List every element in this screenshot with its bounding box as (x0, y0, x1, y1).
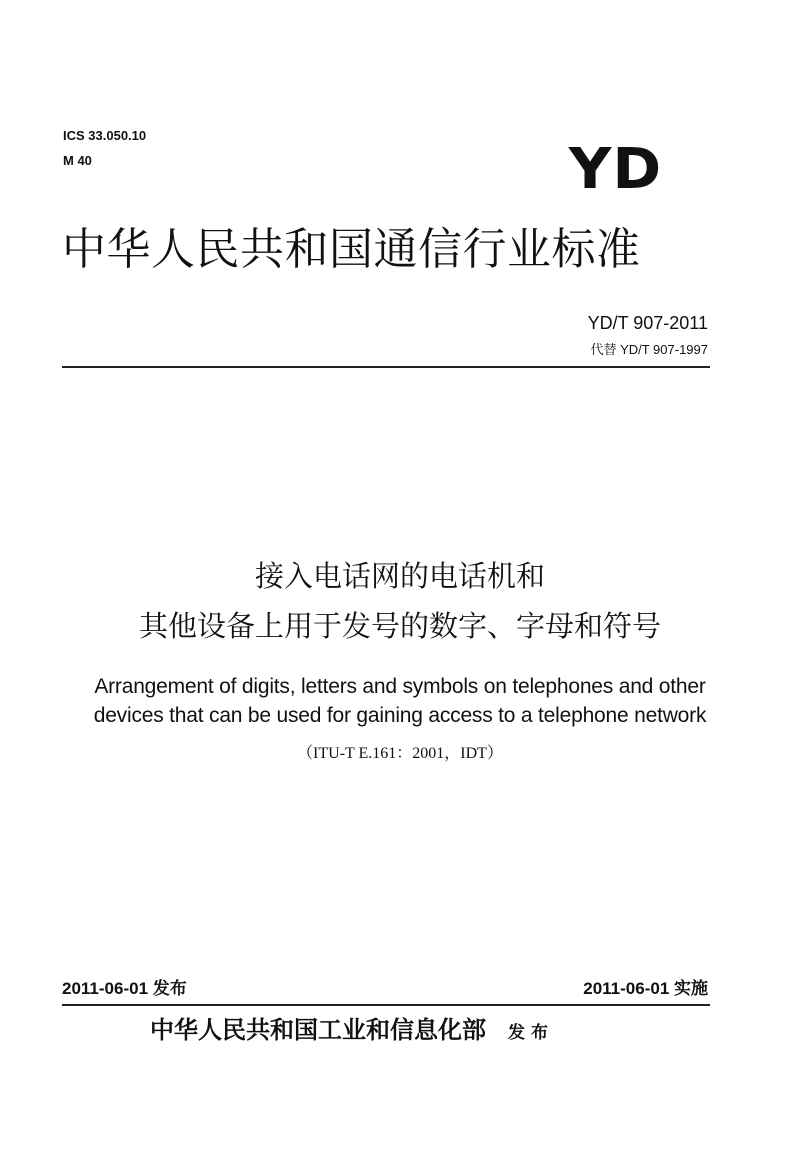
logo-text: YD (569, 137, 663, 202)
issue-date: 2011-06-01 发布 (62, 979, 187, 998)
chinese-title-line-2: 其他设备上用于发号的数字、字母和符号 (138, 609, 661, 643)
publish-label: 发布 (508, 1023, 554, 1043)
top-divider (62, 366, 710, 368)
publisher-name: 中华人民共和国工业和信息化部 (150, 1015, 486, 1044)
ics-code: ICS 33.050.10 (63, 128, 147, 143)
publisher-row (150, 1012, 554, 1051)
classification-code: M 40 (63, 153, 92, 168)
implementation-date: 2011-06-01 实施 (583, 979, 708, 998)
replaces-note: 代替 YD/T 907-1997 (590, 342, 708, 357)
yd-logo (566, 137, 666, 202)
english-title-line-2: devices that can be used for gaining access to a telephone network (93, 704, 707, 727)
english-title-line-1: Arrangement of digits, letters and symbols on telephones and other (94, 675, 706, 698)
equivalence-note: （ITU-T E.161：2001，IDT） (297, 745, 503, 762)
chinese-title-line-1: 接入电话网的电话机和 (254, 559, 545, 593)
standard-title: 中华人民共和国通信行业标准 (62, 224, 641, 275)
bottom-divider (62, 1004, 710, 1006)
standard-number: YD/T 907-2011 (587, 313, 708, 333)
